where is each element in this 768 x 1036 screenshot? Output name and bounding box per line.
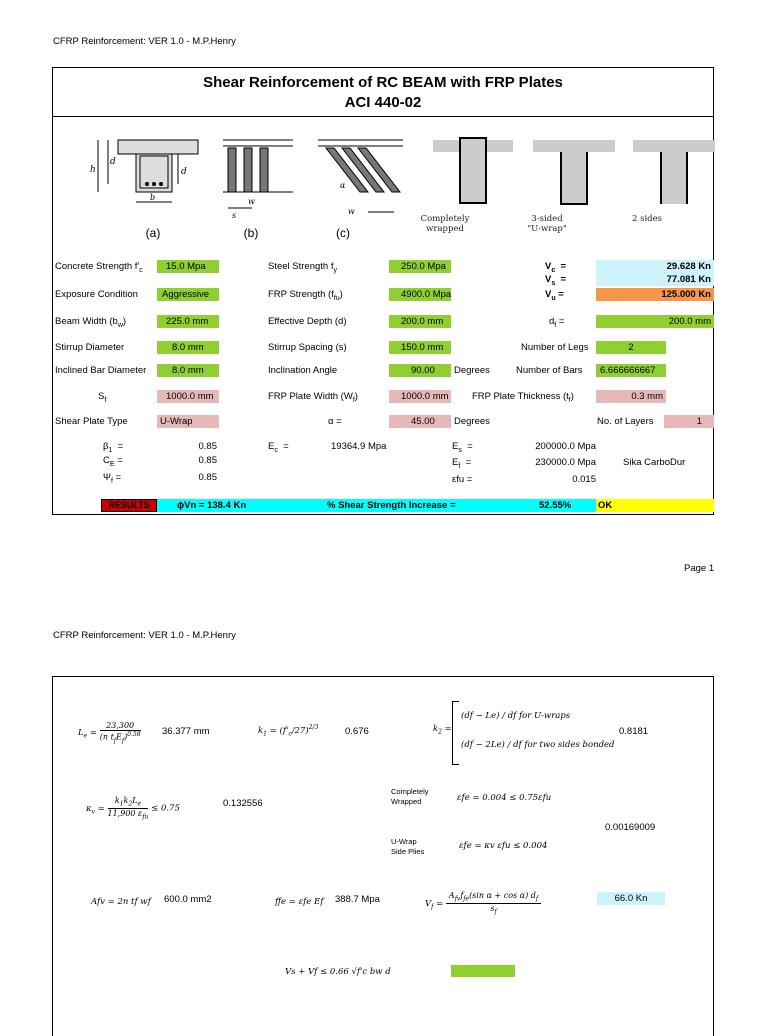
- status-cell: [596, 499, 714, 512]
- alpha-value[interactable]: 45.00: [389, 415, 451, 428]
- svg-text:w: w: [348, 207, 355, 216]
- concrete-strength-value[interactable]: 15.0 Mpa: [157, 260, 219, 273]
- status-ok: OK: [598, 500, 613, 511]
- number-of-legs-value[interactable]: 2: [596, 341, 666, 354]
- completely-wrapped-label: Completely Wrapped: [391, 787, 429, 806]
- vc-label: $V_c$ =: [545, 261, 567, 274]
- shear-increase-value: 52.55%: [539, 500, 572, 511]
- kv-formula: $\kappa_v$ = $k_1k_2L_e$ 11,900 $\varepsilon_{fu}$ ≤ 0.75: [86, 796, 180, 821]
- exposure-label: Exposure Condition: [55, 289, 138, 300]
- ffe-formula: ffe = εfe Ef: [275, 897, 324, 907]
- inclination-angle-value[interactable]: 90.00: [389, 364, 451, 377]
- inclination-angle-label: Inclination Angle: [268, 365, 338, 376]
- psi-value: 0.85: [198, 472, 217, 483]
- k2-twosides-formula: (df − 2Le) / df for two sides bonded: [461, 740, 615, 750]
- ce-label: $C_E$ =: [103, 455, 123, 468]
- sheet-title: Shear Reinforcement of RC BEAM with FRP Plates: [203, 74, 563, 91]
- t-beam-section-figure: [90, 140, 198, 202]
- caption-a: (a): [145, 226, 161, 240]
- results-label-cell: [101, 499, 157, 512]
- frp-strength-value[interactable]: 4900.0 Mpa: [389, 288, 451, 301]
- vu-label: $V_u$ =: [545, 289, 564, 302]
- caption-u-wrap: 3-sided "U-wrap": [527, 214, 567, 234]
- alpha-label: α =: [328, 416, 342, 427]
- effective-depth-value[interactable]: 200.0 mm: [389, 315, 451, 328]
- es-value: 200000.0 Mpa: [535, 441, 596, 452]
- number-of-bars-value: 6.666666667: [596, 364, 666, 377]
- page2-header: CFRP Reinforcement: VER 1.0 - M.P.Henry: [53, 630, 236, 641]
- completely-wrapped-figure: [433, 138, 513, 203]
- inclination-angle-unit: Degrees: [454, 365, 490, 376]
- stirrup-spacing-value[interactable]: 150.0 mm: [389, 341, 451, 354]
- k2-label: $k_2$ =: [433, 724, 452, 736]
- number-of-legs-label: Number of Legs: [521, 342, 589, 353]
- vs-label: $V_s$ =: [545, 274, 567, 287]
- alpha-unit: Degrees: [454, 416, 490, 427]
- main-sheet: [52, 67, 714, 515]
- reinforcement-figures: [78, 128, 718, 243]
- calc-sheet: [52, 676, 714, 1036]
- k1-value: 0.676: [345, 726, 369, 737]
- ce-value: 0.85: [198, 455, 217, 466]
- effective-depth-label: Effective Depth (d): [268, 316, 347, 327]
- efu-value: 0.015: [572, 474, 596, 485]
- beta1-value: 0.85: [198, 441, 217, 452]
- steel-strength-value[interactable]: 250.0 Mpa: [389, 260, 451, 273]
- beam-width-value[interactable]: 225.0 mm: [157, 315, 219, 328]
- k2-brace: [452, 701, 459, 765]
- stirrup-diameter-value[interactable]: 8.0 mm: [157, 341, 219, 354]
- exposure-value[interactable]: Aggressive: [157, 288, 219, 301]
- check-result-cell: [451, 965, 515, 977]
- le-value: 36.377 mm: [162, 726, 210, 737]
- vs-value: 77.081 Kn: [596, 273, 714, 286]
- shear-increase-label: % Shear Strength Increase =: [327, 500, 456, 511]
- vf-value: 66.0 Kn: [597, 892, 665, 905]
- svg-text:w: w: [248, 197, 255, 206]
- svg-text:d: d: [110, 157, 116, 167]
- afv-formula: Afv = 2n tf wf: [91, 897, 151, 907]
- inclined-bar-diameter-label: Inclined Bar Diameter: [55, 365, 147, 376]
- concrete-strength-label: Concrete Strength $f'_c$: [55, 261, 143, 274]
- sheet-subtitle: ACI 440-02: [344, 94, 422, 111]
- es-label: $E_s$ =: [452, 441, 473, 454]
- results-label: RESULTS: [108, 500, 150, 510]
- vf-formula: $V_f$ = $A_{fv}f_{fe}(\sin$ α + cos α) $d_f$ $s_f$: [425, 891, 541, 915]
- beam-width-label: Beam Width $(b_w)$: [55, 316, 127, 329]
- k2-value: 0.8181: [619, 726, 649, 737]
- svg-text:α: α: [340, 181, 346, 190]
- efe-uwrap-formula: εfe = κv εfu ≤ 0.004: [459, 841, 548, 851]
- page-number: Page 1: [684, 563, 715, 574]
- page-header: CFRP Reinforcement: VER 1.0 - M.P.Henry: [53, 36, 236, 47]
- ef-label: $E_f$ =: [452, 457, 472, 470]
- k1-formula: $k_1 = (f'_c/27)^{2/3}$: [258, 724, 319, 738]
- two-sides-figure: [633, 140, 715, 204]
- kv-value: 0.132556: [223, 798, 263, 809]
- frp-plate-width-label: FRP Plate Width $(W_f)$: [268, 391, 358, 404]
- inclined-strips-figure: [318, 140, 403, 216]
- stirrup-spacing-label: Stirrup Spacing (s): [268, 342, 347, 353]
- psi-label: $\Psi_f$ =: [103, 472, 122, 485]
- frp-strength-label: FRP Strength $(f_{fu})$: [268, 289, 343, 302]
- sf-label: $S_f$: [98, 391, 107, 404]
- le-formula: $L_e$ = 23,300 (n $t_fE_f)^{0.58}$: [78, 721, 141, 745]
- steel-strength-label: Steel Strength $f_y$: [268, 261, 337, 274]
- svg-text:s: s: [232, 211, 237, 220]
- caption-b: (b): [243, 226, 259, 240]
- caption-completely-wrapped: Completely wrapped: [420, 214, 470, 234]
- df-value: 200.0 mm: [596, 315, 714, 328]
- frp-plate-width-value[interactable]: 1000.0 mm: [389, 390, 451, 403]
- caption-c: (c): [336, 226, 350, 240]
- frp-plate-thickness-value[interactable]: 0.3 mm: [596, 390, 666, 403]
- ef-value: 230000.0 Mpa: [535, 457, 596, 468]
- efu-label: εfu =: [452, 474, 473, 485]
- shear-plate-type-label: Shear Plate Type: [55, 416, 128, 427]
- k2-uwrap-formula: (df − Le) / df for U-wraps: [461, 711, 571, 721]
- ec-value: 19364.9 Mpa: [331, 441, 387, 452]
- title-divider: [53, 116, 713, 117]
- efe-value: 0.00169009: [605, 822, 656, 833]
- inclined-bar-diameter-value[interactable]: 8.0 mm: [157, 364, 219, 377]
- svg-text:h: h: [90, 165, 96, 175]
- stirrup-diameter-label: Stirrup Diameter: [55, 342, 125, 353]
- df-label: $d_f$ =: [549, 316, 565, 329]
- u-wrap-figure: [533, 140, 615, 204]
- frp-brand: Sika CarboDur: [623, 457, 686, 468]
- shear-plate-type-select[interactable]: U-Wrap: [157, 415, 219, 428]
- no-of-layers-label: No. of Layers: [597, 416, 654, 427]
- ec-label: $E_c$ =: [268, 441, 289, 454]
- vc-value: 29.628 Kn: [596, 260, 714, 273]
- check-formula: Vs + Vf ≤ 0.66 √f'c bw d: [285, 967, 391, 977]
- caption-two-sides: 2 sides: [631, 214, 663, 224]
- vertical-strips-figure: [223, 140, 293, 220]
- phivn-result: ϕVn = 138.4 Kn: [177, 500, 247, 511]
- frp-plate-thickness-label: FRP Plate Thickness $(t_f)$: [472, 391, 574, 404]
- sf-value[interactable]: 1000.0 mm: [157, 390, 219, 403]
- vu-value[interactable]: 125.000 Kn: [596, 288, 714, 301]
- svg-text:d: d: [181, 167, 187, 177]
- number-of-bars-label: Number of Bars: [516, 365, 583, 376]
- beta1-label: $\beta_1$ =: [103, 441, 124, 454]
- efe-wrapped-formula: εfe = 0.004 ≤ 0.75εfu: [457, 793, 552, 803]
- no-of-layers-value[interactable]: 1: [664, 415, 714, 428]
- uwrap-side-label: U-Wrap Side Plies: [391, 837, 425, 856]
- afv-value: 600.0 mm2: [164, 894, 212, 905]
- ffe-value: 388.7 Mpa: [335, 894, 380, 905]
- svg-text:b: b: [150, 193, 156, 202]
